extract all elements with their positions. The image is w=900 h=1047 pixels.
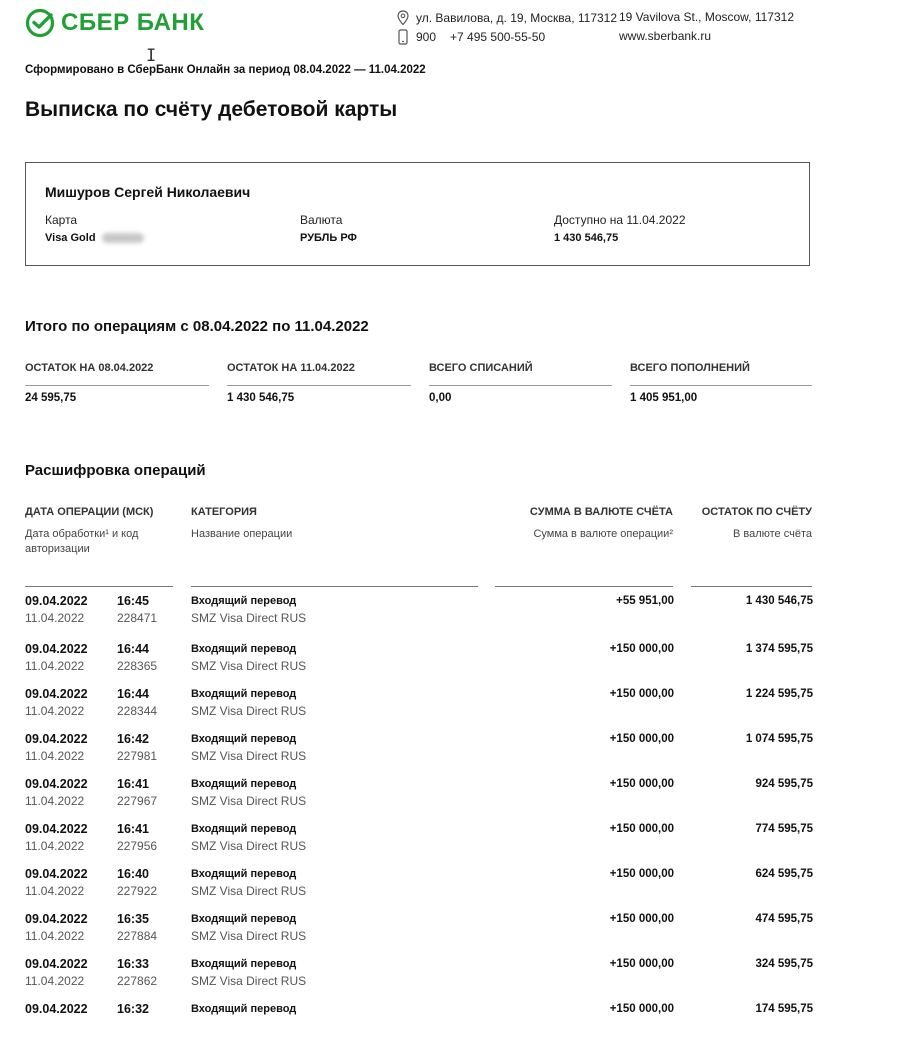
row-date: 09.04.2022 — [25, 822, 88, 836]
table-row — [0, 594, 900, 639]
row-operation-name: SMZ Visa Direct RUS — [191, 749, 307, 763]
table-row — [0, 732, 900, 777]
row-amount: +150 000,00 — [609, 643, 674, 655]
row-date: 09.04.2022 — [25, 912, 88, 926]
row-auth-code: 228471 — [117, 611, 158, 625]
row-category: Входящий перевод — [191, 733, 297, 745]
row-operation-name: SMZ Visa Direct RUS — [191, 794, 307, 808]
row-auth-code: 227981 — [117, 749, 158, 763]
summary-label-start: ОСТАТОК НА 08.04.2022 — [25, 362, 154, 374]
summary-value-end: 1 430 546,75 — [227, 392, 295, 404]
row-processing-date: 11.04.2022 — [25, 611, 85, 625]
row-category: Входящий перевод — [191, 688, 297, 700]
row-date: 09.04.2022 — [25, 1002, 88, 1016]
table-row — [0, 642, 900, 687]
phone-short: 900 — [416, 30, 437, 44]
summary-value-debits: 0,00 — [429, 392, 452, 404]
row-balance: 1 224 595,75 — [745, 688, 813, 700]
logo-text: СБЕР БАНК — [61, 9, 205, 36]
address-ru: ул. Вавилова, д. 19, Москва, 117312 — [416, 11, 618, 25]
col-category-header: КАТЕГОРИЯ — [191, 506, 257, 518]
row-operation-name: SMZ Visa Direct RUS — [191, 839, 307, 853]
website-link[interactable]: www.sberbank.ru — [619, 29, 712, 43]
phone-full: +7 495 500-55-50 — [450, 30, 546, 44]
row-amount: +150 000,00 — [609, 1003, 674, 1015]
summary-label-end: ОСТАТОК НА 11.04.2022 — [227, 362, 355, 374]
table-header-divider — [25, 586, 173, 587]
row-balance: 924 595,75 — [755, 778, 813, 790]
sber-logo-icon — [25, 8, 55, 38]
row-processing-date: 11.04.2022 — [25, 749, 85, 763]
generated-note: Сформировано в СберБанк Онлайн за период 08.04.2022 — 11.04.2022 — [25, 64, 426, 76]
summary-value-credits: 1 405 951,00 — [630, 392, 698, 404]
row-time: 16:44 — [117, 687, 149, 701]
row-processing-date: 11.04.2022 — [25, 884, 85, 898]
sber-logo — [25, 8, 204, 38]
row-amount: +150 000,00 — [609, 778, 674, 790]
row-operation-name: SMZ Visa Direct RUS — [191, 884, 307, 898]
phone-line — [396, 29, 545, 45]
row-amount: +55 951,00 — [616, 595, 674, 607]
row-operation-name: SMZ Visa Direct RUS — [191, 929, 307, 943]
table-row — [0, 687, 900, 732]
row-category: Входящий перевод — [191, 595, 297, 607]
table-header-divider — [191, 586, 478, 587]
row-balance: 324 595,75 — [755, 958, 813, 970]
row-operation-name: SMZ Visa Direct RUS — [191, 974, 307, 988]
table-row — [0, 1002, 900, 1047]
row-operation-name: SMZ Visa Direct RUS — [191, 611, 307, 625]
row-balance: 774 595,75 — [755, 823, 813, 835]
row-category: Входящий перевод — [191, 643, 297, 655]
card-info-box — [25, 162, 810, 266]
row-operation-name: SMZ Visa Direct RUS — [191, 704, 307, 718]
table-row — [0, 777, 900, 822]
summary-divider — [25, 385, 209, 386]
masked-card-number — [102, 233, 144, 243]
summary-divider — [227, 385, 411, 386]
page-title: Выписка по счёту дебетовой карты — [25, 98, 398, 121]
row-date: 09.04.2022 — [25, 642, 88, 656]
row-amount: +150 000,00 — [609, 958, 674, 970]
card-value — [45, 232, 144, 244]
currency-label: Валюта — [300, 213, 343, 227]
row-date: 09.04.2022 — [25, 687, 88, 701]
address-en: 19 Vavilova St., Moscow, 117312 — [619, 10, 794, 24]
row-balance: 174 595,75 — [755, 1003, 813, 1015]
row-time: 16:35 — [117, 912, 149, 926]
location-pin-icon — [396, 10, 410, 26]
row-date: 09.04.2022 — [25, 732, 88, 746]
row-auth-code: 227862 — [117, 974, 158, 988]
table-header-divider — [691, 586, 812, 587]
table-header-divider — [495, 586, 673, 587]
row-category: Входящий перевод — [191, 913, 297, 925]
summary-title: Итого по операциям с 08.04.2022 по 11.04.2022 — [25, 318, 369, 335]
col-date-sub — [25, 527, 138, 557]
row-category: Входящий перевод — [191, 958, 297, 970]
card-holder-name: Мишуров Сергей Николаевич — [45, 184, 251, 200]
col-date-sub-2: авторизации — [25, 543, 90, 555]
row-time: 16:41 — [117, 777, 149, 791]
row-time: 16:45 — [117, 594, 149, 608]
row-amount: +150 000,00 — [609, 688, 674, 700]
row-time: 16:42 — [117, 732, 149, 746]
summary-label-credits: ВСЕГО ПОПОЛНЕНИЙ — [630, 362, 750, 374]
row-time: 16:40 — [117, 867, 149, 881]
table-row — [0, 957, 900, 1002]
row-amount: +150 000,00 — [609, 913, 674, 925]
operations-title: Расшифровка операций — [25, 462, 206, 479]
address-line — [396, 10, 617, 26]
col-category-sub: Название операции — [191, 528, 293, 540]
phone-icon — [396, 29, 410, 45]
row-processing-date: 11.04.2022 — [25, 974, 85, 988]
row-time: 16:41 — [117, 822, 149, 836]
summary-label-debits: ВСЕГО СПИСАНИЙ — [429, 362, 533, 374]
card-type: Visa Gold — [45, 232, 96, 244]
row-category: Входящий перевод — [191, 868, 297, 880]
row-time: 16:32 — [117, 1002, 149, 1016]
row-processing-date: 11.04.2022 — [25, 704, 85, 718]
row-auth-code: 227967 — [117, 794, 158, 808]
row-date: 09.04.2022 — [25, 777, 88, 791]
row-time: 16:33 — [117, 957, 149, 971]
row-processing-date: 11.04.2022 — [25, 794, 85, 808]
row-processing-date: 11.04.2022 — [25, 929, 85, 943]
row-processing-date: 11.04.2022 — [25, 659, 85, 673]
row-date: 09.04.2022 — [25, 594, 88, 608]
row-category: Входящий перевод — [191, 1003, 297, 1015]
row-processing-date: 11.04.2022 — [25, 839, 85, 853]
col-balance-sub: В валюте счёта — [732, 528, 812, 540]
col-date-sub-1: Дата обработки¹ и код — [25, 528, 139, 540]
row-amount: +150 000,00 — [609, 868, 674, 880]
summary-divider — [429, 385, 612, 386]
row-auth-code: 227922 — [117, 884, 158, 898]
table-row — [0, 822, 900, 867]
row-balance: 1 430 546,75 — [745, 595, 813, 607]
available-value: 1 430 546,75 — [554, 232, 619, 244]
row-balance: 474 595,75 — [755, 913, 813, 925]
row-category: Входящий перевод — [191, 823, 297, 835]
col-date-header: ДАТА ОПЕРАЦИИ (МСК) — [25, 506, 154, 518]
currency-value: РУБЛЬ РФ — [300, 232, 357, 244]
row-auth-code: 228344 — [117, 704, 158, 718]
row-amount: +150 000,00 — [609, 823, 674, 835]
col-amount-sub: Сумма в валюте операции² — [533, 528, 673, 540]
row-category: Входящий перевод — [191, 778, 297, 790]
row-balance: 1 074 595,75 — [745, 733, 813, 745]
summary-divider — [630, 385, 812, 386]
row-date: 09.04.2022 — [25, 867, 88, 881]
col-amount-header: СУММА В ВАЛЮТЕ СЧЁТА — [529, 506, 673, 518]
row-balance: 624 595,75 — [755, 868, 813, 880]
summary-value-start: 24 595,75 — [25, 392, 77, 404]
available-label: Доступно на 11.04.2022 — [554, 213, 686, 227]
col-balance-header: ОСТАТОК ПО СЧЁТУ — [701, 506, 812, 518]
row-amount: +150 000,00 — [609, 733, 674, 745]
row-auth-code: 227884 — [117, 929, 158, 943]
row-balance: 1 374 595,75 — [745, 643, 813, 655]
table-row — [0, 912, 900, 957]
table-row — [0, 867, 900, 912]
row-auth-code: 228365 — [117, 659, 158, 673]
row-time: 16:44 — [117, 642, 149, 656]
text-cursor-icon: I — [146, 46, 157, 66]
card-label: Карта — [45, 213, 78, 227]
row-operation-name: SMZ Visa Direct RUS — [191, 659, 307, 673]
row-auth-code: 227956 — [117, 839, 158, 853]
row-date: 09.04.2022 — [25, 957, 88, 971]
